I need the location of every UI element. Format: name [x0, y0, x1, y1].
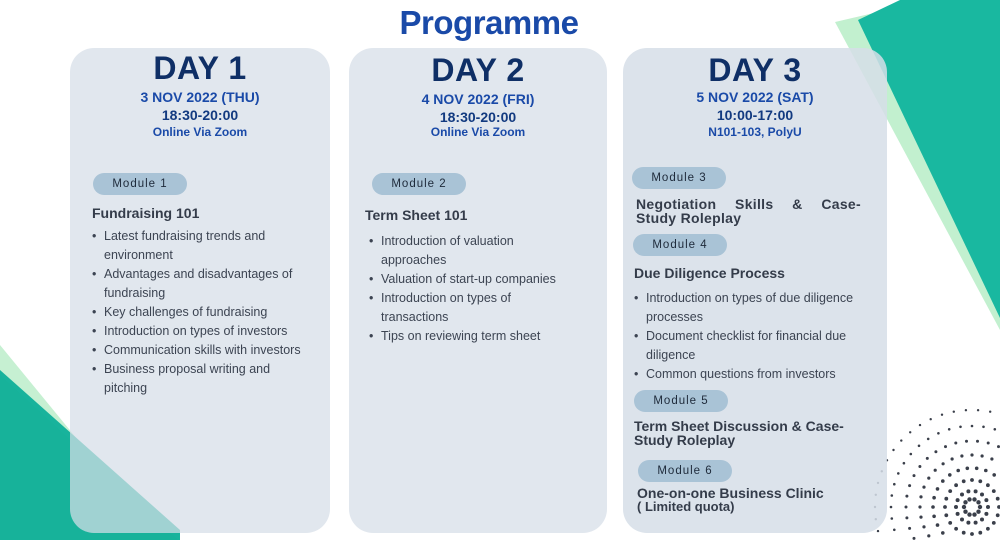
pattern-dot — [978, 531, 982, 535]
pattern-dot — [913, 474, 916, 477]
module-3-title — [636, 197, 861, 225]
pattern-dot — [936, 523, 940, 527]
pattern-dot — [970, 478, 974, 482]
pattern-dot — [877, 530, 879, 532]
day-3-time: 10:00-17:00 — [716, 107, 794, 123]
list-item: • Latest fundraising trends and environment — [92, 227, 314, 265]
pattern-dot — [996, 513, 1000, 517]
day-1-date: 3 NOV 2022 (THU) — [140, 89, 260, 105]
pattern-dot — [954, 527, 958, 531]
list-item: • Common questions from investors — [634, 365, 874, 384]
day-3-heading: DAY 3 — [708, 52, 802, 88]
pattern-dot — [919, 516, 922, 519]
list-item: • Valuation of start-up companies — [369, 270, 579, 289]
pattern-dot — [975, 467, 979, 471]
pattern-dot — [892, 449, 894, 451]
pattern-dot — [984, 498, 988, 502]
pattern-dot — [974, 489, 978, 493]
list-item: • Communication skills with investors — [92, 341, 314, 360]
pattern-dot — [918, 445, 921, 448]
pattern-dot — [948, 428, 951, 431]
pattern-dot — [984, 512, 988, 516]
pattern-dot — [954, 483, 958, 487]
day-2-heading: DAY 2 — [431, 52, 525, 88]
pattern-dot — [962, 531, 966, 535]
pattern-dot — [944, 513, 948, 517]
pattern-dot — [953, 411, 955, 413]
pattern-dot — [905, 495, 908, 498]
pattern-dot — [960, 518, 964, 522]
day-2-card — [349, 48, 607, 533]
pattern-dot — [990, 457, 993, 460]
pattern-dot — [966, 521, 970, 525]
list-item: • Business proposal writing and pitching — [92, 360, 314, 398]
pattern-dot — [919, 495, 922, 498]
pattern-dot — [965, 409, 967, 411]
list-item: • Key challenges of fundraising — [92, 303, 314, 322]
pattern-dot — [962, 479, 966, 483]
pattern-dot — [927, 534, 930, 537]
pattern-dot — [954, 505, 958, 509]
pattern-dot — [970, 453, 973, 456]
pattern-dot — [972, 512, 976, 516]
day-3-card — [623, 48, 887, 533]
pattern-dot — [918, 505, 921, 508]
pattern-dot — [951, 457, 954, 460]
list-item: • Advantages and disadvantages of fundraising — [92, 265, 314, 303]
module-6-title-line-2: ( Limited quota) — [637, 499, 735, 514]
module-3-title-line-1: Negotiation Skills & Case- — [636, 196, 861, 212]
pattern-dot — [922, 486, 925, 489]
pattern-dot — [948, 473, 952, 477]
pattern-dot — [971, 425, 974, 428]
pattern-dot — [903, 462, 906, 465]
pattern-dot — [900, 439, 902, 441]
module-3-title-line-2: Study Roleplay — [636, 210, 742, 226]
day-1-time: 18:30-20:00 — [161, 107, 239, 123]
day-3-date: 5 NOV 2022 (SAT) — [696, 89, 814, 105]
list-item: • Tips on reviewing term sheet — [369, 327, 579, 346]
module-3-pill: Module 3 — [632, 167, 726, 189]
module-5-title-line-2: Study Roleplay — [634, 432, 736, 448]
list-item: • Introduction on types of investors — [92, 322, 314, 341]
pattern-dot — [948, 489, 952, 493]
pattern-dot — [944, 445, 947, 448]
pattern-dot — [987, 442, 990, 445]
pattern-dot — [942, 462, 945, 465]
pattern-dot — [980, 518, 984, 522]
pattern-dot — [905, 516, 908, 519]
pattern-dot — [956, 498, 960, 502]
pattern-dot — [963, 510, 967, 514]
list-item: • Document checklist for financial due diligence — [634, 327, 874, 365]
module-2-items — [369, 232, 579, 346]
pattern-dot — [932, 496, 936, 500]
day-3-venue: N101-103, PolyU — [708, 125, 802, 139]
pattern-dot — [936, 487, 940, 491]
pattern-dot — [960, 454, 963, 457]
pattern-dot — [891, 494, 894, 497]
pattern-dot — [982, 426, 985, 429]
day-2-time: 18:30-20:00 — [439, 109, 517, 125]
pattern-dot — [989, 411, 991, 413]
page-title: Programme — [399, 4, 579, 41]
pattern-dot — [962, 505, 966, 509]
pattern-dot — [927, 477, 930, 480]
module-4-title: Due Diligence Process — [634, 265, 785, 281]
pattern-dot — [891, 517, 894, 520]
module-2-title: Term Sheet 101 — [365, 207, 468, 223]
pattern-dot — [948, 521, 952, 525]
module-4-items — [634, 289, 874, 384]
module-1-pill: Module 1 — [93, 173, 187, 195]
module-6-title-line-1: One-on-one Business Clinic — [637, 485, 824, 501]
list-item: • Introduction on types of transactions — [369, 289, 579, 327]
pattern-dot — [934, 469, 937, 472]
pattern-dot — [980, 493, 984, 497]
pattern-dot — [974, 521, 978, 525]
pattern-dot — [966, 467, 970, 471]
pattern-dot — [897, 472, 900, 475]
module-6-pill: Module 6 — [638, 460, 732, 482]
module-5-title — [634, 419, 884, 447]
pattern-dot — [976, 510, 980, 514]
pattern-dot — [967, 497, 971, 501]
pattern-dot — [959, 426, 962, 429]
module-5-title-line-1: Term Sheet Discussion & Case- — [634, 418, 844, 434]
pattern-dot — [986, 527, 990, 531]
module-6-title — [637, 486, 877, 514]
pattern-dot — [977, 409, 979, 411]
pattern-dot — [992, 473, 996, 477]
pattern-dot — [926, 457, 929, 460]
pattern-dot — [941, 414, 943, 416]
pattern-dot — [994, 428, 997, 431]
pattern-dot — [909, 431, 911, 433]
pattern-dot — [918, 465, 921, 468]
pattern-dot — [970, 532, 974, 536]
day-1-venue: Online Via Zoom — [152, 125, 248, 139]
dotted-circle-pattern — [874, 409, 1000, 540]
module-4-pill: Module 4 — [633, 234, 727, 256]
pattern-dot — [934, 450, 937, 453]
pattern-dot — [941, 531, 945, 535]
pattern-dot — [963, 500, 967, 504]
pattern-dot — [913, 537, 916, 540]
day-1-card — [70, 48, 330, 533]
pattern-dot — [893, 483, 896, 486]
pattern-dot — [932, 515, 936, 519]
module-1-items — [92, 227, 314, 398]
pattern-dot — [937, 432, 940, 435]
pattern-dot — [960, 493, 964, 497]
pattern-dot — [905, 506, 908, 509]
pattern-dot — [931, 505, 935, 509]
pattern-dot — [978, 479, 982, 483]
pattern-dot — [986, 483, 990, 487]
pattern-dot — [910, 453, 913, 456]
module-1-title: Fundraising 101 — [92, 205, 200, 221]
pattern-dot — [908, 484, 911, 487]
pattern-dot — [893, 529, 896, 532]
pattern-dot — [976, 440, 979, 443]
pattern-dot — [981, 454, 984, 457]
list-item: • Introduction of valuation approaches — [369, 232, 579, 270]
day-1-heading: DAY 1 — [153, 50, 247, 86]
pattern-dot — [943, 505, 947, 509]
pattern-dot — [941, 479, 945, 483]
pattern-dot — [908, 527, 911, 530]
pattern-dot — [965, 440, 968, 443]
pattern-dot — [984, 469, 988, 473]
pattern-dot — [930, 418, 932, 420]
pattern-dot — [927, 438, 930, 441]
pattern-dot — [890, 506, 893, 509]
module-5-pill: Module 5 — [634, 390, 728, 412]
list-item: • Introduction on types of due diligence processes — [634, 289, 874, 327]
pattern-dot — [978, 505, 982, 509]
pattern-dot — [992, 521, 996, 525]
pattern-dot — [966, 489, 970, 493]
pattern-dot — [967, 512, 971, 516]
pattern-dot — [956, 469, 960, 473]
pattern-dot — [972, 497, 976, 501]
day-2-venue: Online Via Zoom — [430, 125, 526, 139]
pattern-dot — [996, 497, 1000, 501]
pattern-dot — [922, 525, 925, 528]
day-2-date: 4 NOV 2022 (FRI) — [421, 91, 535, 107]
pattern-dot — [954, 442, 957, 445]
pattern-dot — [944, 497, 948, 501]
module-2-pill: Module 2 — [372, 173, 466, 195]
pattern-dot — [986, 505, 990, 509]
pattern-dot — [956, 512, 960, 516]
pattern-dot — [919, 424, 921, 426]
pattern-dot — [976, 500, 980, 504]
pattern-dot — [992, 489, 996, 493]
